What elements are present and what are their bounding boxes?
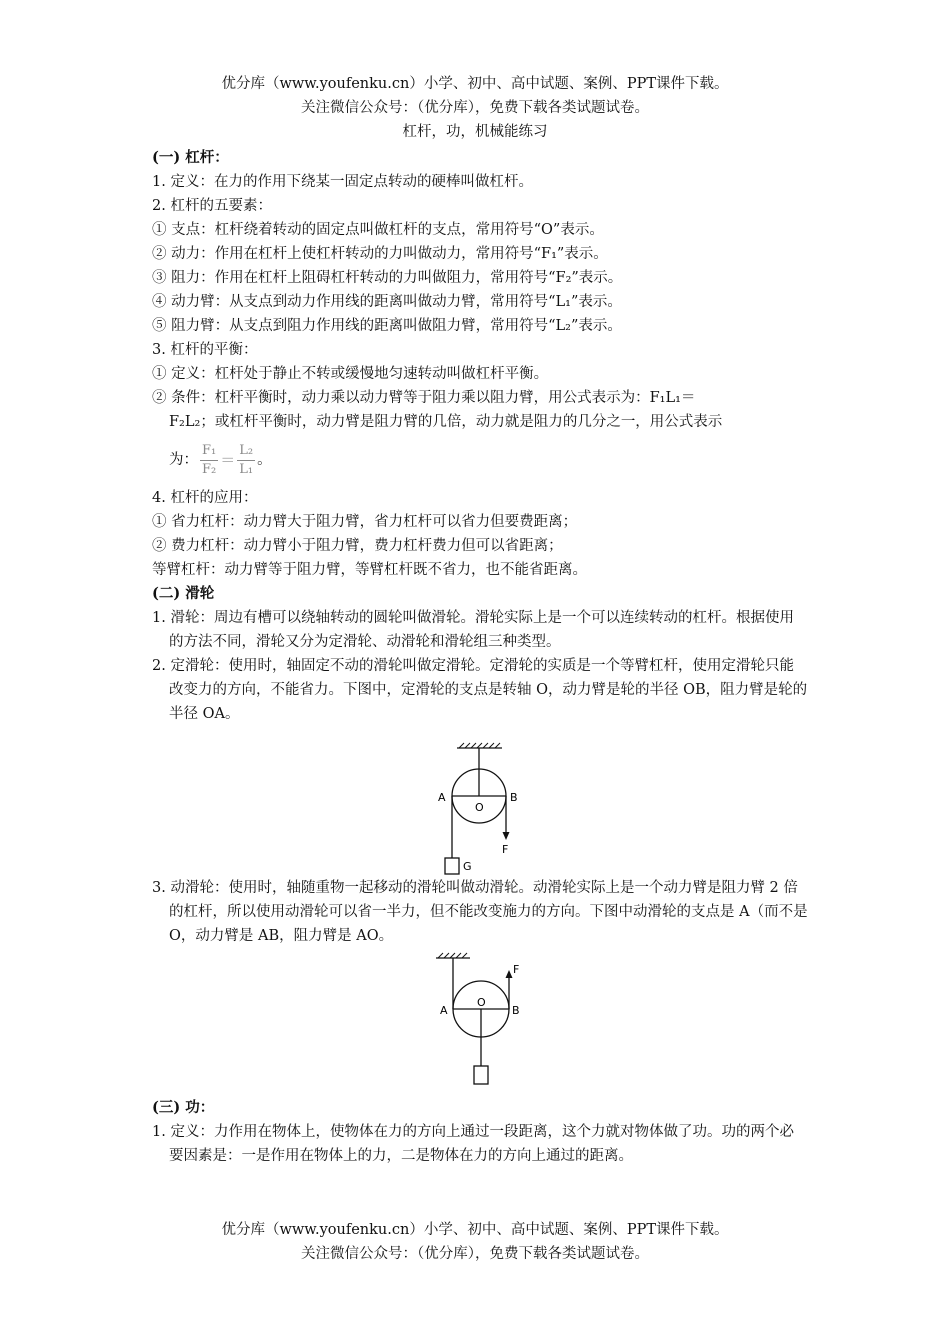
page-header	[0, 72, 950, 144]
lever-application: 4. 杠杆的应用：	[152, 490, 258, 506]
header-line-2: 关注微信公众号：（优分库），免费下载各类试题试卷。	[301, 100, 649, 116]
section-lever-heading: (一) 杠杆：	[152, 149, 229, 166]
section-pulley-heading: (二) 滑轮	[152, 585, 215, 602]
page-footer	[0, 1218, 950, 1266]
fraction-f-numerator: F₁	[200, 442, 218, 461]
element-resistance-arm: ⑤ 阻力臂：从支点到阻力作用线的距离叫做阻力臂，常用符号“L₂”表示。	[152, 318, 622, 334]
movable-pulley-figure	[152, 948, 808, 1096]
element-fulcrum: ① 支点：杠杆绕着转动的固定点叫做杠杆的支点，常用符号“O”表示。	[152, 222, 604, 238]
fraction-f	[200, 442, 218, 479]
balance-definition: ① 定义：杠杆处于静止不转或缓慢地匀速转动叫做杠杆平衡。	[152, 366, 549, 382]
document-title: 杠杆，功，机械能练习	[402, 124, 548, 140]
lever-definition: 1. 定义：在力的作用下绕某一固定点转动的硬棒叫做杠杆。	[152, 174, 533, 190]
fraction-f-denominator: F₂	[202, 461, 217, 477]
fraction-l-numerator: L₂	[237, 442, 255, 461]
label-b: B	[510, 791, 518, 804]
ceiling-hatch	[459, 743, 500, 748]
label-o: O	[475, 801, 484, 814]
force-arrow	[503, 832, 510, 840]
element-effort: ② 动力：作用在杠杆上使杠杆转动的力叫做动力，常用符号“F₁”表示。	[152, 246, 608, 262]
application-force-saving: ① 省力杠杆：动力臂大于阻力臂，省力杠杆可以省力但要费距离；	[152, 514, 578, 530]
fixed-pulley-diagram	[152, 726, 808, 876]
formula-equals: ＝	[220, 451, 236, 469]
fraction-l	[237, 442, 255, 479]
pulley-definition: 1. 滑轮：周边有槽可以绕轴转动的圆轮叫做滑轮。滑轮实际上是一个可以连续转动的杠杆。根据使用的方法不同，滑轮又分为定滑轮、动滑轮和滑轮组三种类型。	[152, 610, 794, 650]
formula-end: 。	[257, 452, 272, 468]
footer-line-1: 优分库（www.youfenku.cn）小学、初中、高中试题、案例、PPT课件下载。	[221, 1222, 729, 1238]
footer-line-2: 关注微信公众号：（优分库），免费下载各类试题试卷。	[301, 1246, 649, 1262]
balance-formula	[152, 434, 808, 486]
movable-pulley-diagram	[152, 948, 808, 1096]
label-f: F	[513, 963, 520, 976]
ceiling-hatch	[438, 953, 467, 958]
lever-balance: 3. 杠杆的平衡：	[152, 342, 258, 358]
fraction-l-denominator: L₁	[239, 461, 254, 477]
label-f: F	[502, 843, 509, 856]
element-effort-arm: ④ 动力臂：从支点到动力作用线的距离叫做动力臂，常用符号“L₁”表示。	[152, 294, 622, 310]
document-body	[152, 146, 808, 1168]
balance-condition-1: ② 条件：杠杆平衡时，动力乘以动力臂等于阻力乘以阻力臂，用公式表示为：F₁L₁＝	[152, 390, 696, 406]
header-line-1: 优分库（www.youfenku.cn）小学、初中、高中试题、案例、PPT课件下载。	[221, 76, 729, 92]
section-work-heading: (三) 功：	[152, 1099, 215, 1116]
force-arrow	[506, 970, 513, 978]
fixed-pulley-text: 2. 定滑轮：使用时，轴固定不动的滑轮叫做定滑轮。定滑轮的实质是一个等臂杠杆，使用定滑轮只能改变力的方向，不能省力。下图中，定滑轮的支点是转轴 O，动力臂是轮的半径 OB，阻力臂是轮的半径 OA。	[152, 658, 808, 722]
weight-box	[474, 1066, 488, 1084]
work-definition: 1. 定义：力作用在物体上，使物体在力的方向上通过一段距离，这个力就对物体做了功。功的两个必要因素是：一是作用在物体上的力，二是物体在力的方向上通过的距离。	[152, 1124, 794, 1164]
label-g: G	[463, 860, 472, 873]
element-resistance: ③ 阻力：作用在杠杆上阻碍杠杆转动的力叫做阻力，常用符号“F₂”表示。	[152, 270, 623, 286]
formula-prefix: 为：	[169, 452, 198, 468]
weight-box	[445, 858, 459, 874]
label-b: B	[512, 1004, 520, 1017]
label-a: A	[440, 1004, 448, 1017]
lever-five-elements: 2. 杠杆的五要素：	[152, 198, 272, 214]
application-force-costing: ② 费力杠杆：动力臂小于阻力臂，费力杠杆费力但可以省距离；	[152, 538, 563, 554]
label-a: A	[438, 791, 446, 804]
movable-pulley-text: 3. 动滑轮：使用时，轴随重物一起移动的滑轮叫做动滑轮。动滑轮实际上是一个动力臂是阻力臂 2 倍的杠杆，所以使用动滑轮可以省一半力，但不能改变施力的方向。下图中动滑轮的支点是 A（而不是 O，动力臂是 AB，阻力臂是 AO。	[152, 880, 808, 944]
application-equal-arm: 等臂杠杆：动力臂等于阻力臂，等臂杠杆既不省力，也不能省距离。	[152, 562, 587, 578]
balance-condition-2: F₂L₂；或杠杆平衡时，动力臂是阻力臂的几倍，动力就是阻力的几分之一，用公式表示	[169, 414, 723, 430]
label-o: O	[477, 996, 486, 1009]
fixed-pulley-figure	[152, 726, 808, 876]
